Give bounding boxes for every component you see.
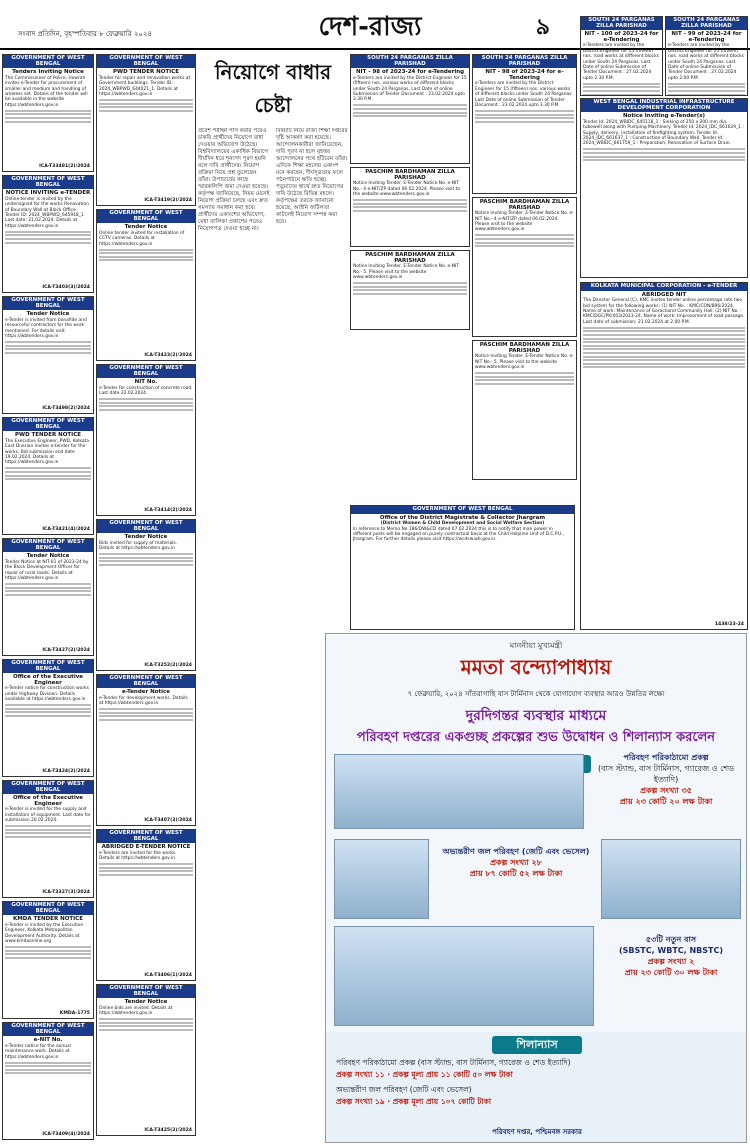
notice-body: Notice Inviting Tender. E-Tender Notice No. e-NIT No.- 4 e-NIT/ZP dated 06.02.2024. Please visit to the website www.wbtenders.gov.in [353,181,461,197]
promo-footer: পরিবহণ দপ্তর, পশ্চিমবঙ্গ সরকার [492,1128,582,1136]
notice-title: PASCHIM BARDHAMAN ZILLA PARISHAD [479,199,570,211]
kmc-tender: KOLKATA MUNICIPAL CORPORATION - e-TENDER ABRIDGED NIT The Director General (C), KMC invites tender online percentage rate two bid system for the following works: (1) NIT No. : KMC/CON/896/2024. Name of work: Maintenance of Gorachand Community Hall. (2) NIT No. : KMC/DGC/PK/403/2023-24. Name of work: Improvement of road passage. Last date of submission: 21.02.2024 at 2.00 P.M. 1438/23-24 [580,282,748,630]
notice-title: Tender Notice [124,534,168,541]
notice-title: Tender Notice [124,224,168,231]
tender-notice [580,16,663,96]
tender-notice [472,340,577,480]
notice-header: GOVERNMENT OF WEST BENGAL [97,210,195,223]
article [198,54,348,574]
bus-terminus-photo [334,754,584,829]
issue-date: সংবাদ প্রতিদিন, বৃহস্পতিবার ৮ ফেব্রুয়ারি ২০২৪ [18,30,153,38]
notice-title: NOTICE INVITING e-TENDER [5,190,91,197]
tender-notice [2,538,94,656]
promo-heading-1: দুরদিগন্তর ব্যবস্থার মাধ্যমে [465,708,607,724]
notice-body: Online tender invited for installation of CCTV cameras. Details at https://wbtenders.gov.in [99,230,185,247]
notice-body: e-Tenders are invited by the District Engineer for 15 (fifteen) nos. various works of different blocks under South 24 Parganas. Last Date of online Submission of Tender Document : 23.02.2024 upto 3.30 P.M. [353,75,467,103]
tender-notice [2,901,94,1019]
tender-notice [2,54,94,172]
second-ads-column [96,54,196,1146]
notice-header: SOUTH 24 PARGANAS ZILLA PARISHAD [351,55,469,68]
promo-subtitle: ৭ ফেব্রুয়ারি, ২০২৪ সাঁতরাগাছি বাস টার্মিনাস থেকে যোগাযোগ ব্যবস্থার আরও উন্নতির লক্ষ্যে [407,690,665,698]
notice-header: GOVERNMENT OF WEST BENGAL [3,176,93,189]
notice-header: GOVERNMENT OF WEST BENGAL [97,520,195,533]
tender-notice [350,54,470,164]
notice-ref: ICA-T3427(2)/2024 [42,648,90,654]
notice-body: e-Tenders are invited by the District Engineer for 15 (fifteen) nos. road works at different blocks under South 24 Parganas. Last Date of online Submission of Tender Document : 27.02.2024 upto 2.30 P.M. [583,43,659,81]
notice-ref: ICA-T3403(3)/2024 [42,285,90,291]
foundation-item-1: পরিবহণ পরিকাঠামো প্রকল্প (বাস স্ট্যান্ড, বাস টার্মিনাস, গ্যারেজ ও শেড ইত্যাদি) প্রকল্প সংখ্যা ১১ · প্রকল্প মূল্য প্রায় ১১ কোটি ৫০ লক্ষ টাকা [336,1058,571,1079]
notice-ref: ICA-T3421(4)/2024 [42,527,90,533]
notice-title: e-Tender Notice [121,689,171,696]
dm-jhargram-notice: GOVERNMENT OF WEST BENGAL Office of the District Magistrate & Collector Jhargram (District Women & Child Development and Social Welfare Section) In reference to Memo No 186/DW&CD dated 07.02.2024 this is to notify that man power in different posts will be engaged on purely contractual basis at the Child Helpline Unit of D.C.P.U., Jhargram. For further details please visit https://wcdsw.wb.gov.in. [350,505,575,630]
tender-notice [350,250,470,330]
notice-title: Tender Notice [124,999,168,1006]
notice-title: ABRIDGED E-TENDER NOTICE [101,844,191,851]
notice-header: GOVERNMENT OF WEST BENGAL [3,55,93,68]
notice-header: GOVERNMENT OF WEST BENGAL [3,418,93,431]
notice-header: GOVERNMENT OF WEST BENGAL [3,297,93,310]
notice-ref: ICA-T3406(1)/2024 [144,973,192,979]
tender-notice [96,519,196,671]
notice-title: NIT - 99 of 2023-24 for e-Tendering [671,31,742,43]
notice-body: e-Tender is invited for the supply and installation of equipment. Last date for submission 20.02.2024. [5,807,91,824]
tender-notice [472,197,577,337]
notice-ref: ICA-T3414(2)/2024 [144,508,192,514]
notice-ref: ICA-T3425(2)/2024 [144,1128,192,1134]
notice-body: e-Tender is invited by the Executive Engineer, Kolkata Metropolitan Development Authority. Details at www.kmdaonline.org [5,922,84,944]
notice-title: Tenders Inviting Notice [12,69,84,76]
notice-body: Tender Notice at NIT-01 of 2023-24 by the Block Development Officer for repair of rural roads. Details at https://wbtenders.gov.in [5,559,89,581]
tender-notice [2,780,94,898]
notice-header: GOVERNMENT OF WEST BENGAL [3,660,93,673]
tender-notice [665,16,748,96]
notice-body: e-Tenders are invited by the District Engineer for 15 (fifteen) nos. road works at different blocks under South 24 Parganas. Last Date of online Submission of Tender Document : 27.02.2024 upto 2.00 P.M. [668,43,744,81]
wbiidc-notice: WEST BENGAL INDUSTRIAL INFRASTRUCTURE DEVELOPMENT CORPORATION Notice Inviting e-Tender(s) Tender Id. 2024_WBIDC_645118_1 : Sinking of 250 x 200 mm dia. tubewell along with Pumping Machinery. Tender Id. 2024_IDC_661629_1 : Supply, delivery, installation of firefighting system. Tender Id. 2024_IDC_661637_1 : Construction of Boundary Wall. Tender Id. 2024_WBIDC_661759_1 : Preparation, Renovation of Surface Drain. [580,98,748,278]
notice-ref: KMDA-1775 [59,1011,90,1017]
notice-title: PASCHIM BARDHAMAN ZILLA PARISHAD [479,342,570,354]
promo-honorific: মাননীয়া মুখ্যমন্ত্রী [509,641,563,650]
notice-ref: ICA-T3252(2)/2024 [144,663,192,669]
notice-body: Online tender is invited by the undersigned for the works Renovation of Boundary Wall at Block Office. Tender ID: 2024_WBPWD_645918_1. Last date: 21.02.2024. Details at https://wbtenders.gov.in [5,196,89,229]
article-body: প্রবেশ পরীক্ষা পাস করার পরেও চাকরি প্রার্থীদের নিয়োগে বাধা দেওয়ার অভিযোগ উঠেছে। বিশ্ববিদ্যালয়ের একাধিক বিভাগে দীর্ঘদিন ধরে শূন্যপদ পূরণ হয়নি বলে দাবি প্রার্থীদের। নিয়োগ প্রক্রিয়া নিয়ে প্রশ্ন তুলেছেন তাঁরা। উপাচার্যের কাছে স্মারকলিপি জমা দেওয়া হয়েছে। কর্তৃপক্ষ জানিয়েছে, নিয়ম মেনেই নিয়োগ প্রক্রিয়া চলছে এবং দ্রুত সমস্যার সমাধান করা হবে। প্রার্থীদের একাংশের অভিযোগ, মেধা তালিকা প্রকাশের পরেও নিয়োগপত্র দেওয়া হচ্ছে না। বিষয়টি নিয়ে রাজ্য শিক্ষা দপ্তরের দৃষ্টি আকর্ষণ করা হয়েছে। আন্দোলনকারীরা জানিয়েছেন, দাবি পূরণ না হলে বৃহত্তর আন্দোলনের পথে হাঁটবেন তাঁরা। এদিকে শিক্ষা মহলের একাংশ মনে করছেন, দীর্ঘসূত্রতার ফলে পঠনপাঠনে ক্ষতি হচ্ছে। পড়ুয়াদের স্বার্থে দ্রুত নিয়োগের দাবি উঠেছে বিভিন্ন মহলে। কর্তৃপক্ষের তরফে জানানো হয়েছে, আইনি জটিলতা কাটলেই নিয়োগ সম্পন্ন করা হবে। [198,128,348,232]
notice-body: Notice Inviting Tender. E-Tender Notice No. e-NIT No.- 5. Please visit to the website www.wbtenders.gov.in [475,354,574,370]
notice-body: Bids invited for supply of materials. Details at https://wbtenders.gov.in [99,540,178,552]
tender-notice [96,829,196,981]
notice-title: PASCHIM BARDHAMAN ZILLA PARISHAD [365,252,455,264]
notice-body: Notice Inviting Tender. E-Tender Notice No. e-NIT No.- 5. Please visit to the website www.wbtenders.gov.in [353,264,460,280]
tender-notice [2,659,94,777]
buses-photo [334,926,594,1026]
section-title: দেশ-রাজ্য [318,12,422,42]
notice-header: GOVERNMENT OF WEST BENGAL [97,830,195,843]
notice-title: Tender Notice [26,553,70,560]
tender-notice [350,167,470,247]
notice-ref: ICA-T3423(2)/2024 [144,353,192,359]
foundation-ribbon: শিলান্যাস [492,1036,582,1054]
notice-ref: ICA-T3498(2)/2024 [42,406,90,412]
notice-body: e-Tender notice for construction works under Highway Division. Details available at https://wbtenders.gov.in [5,686,89,703]
tender-notice [2,296,94,414]
notice-body: e-Tender notice for the annual maintenance work. Details at https://wbtenders.gov.in [5,1043,71,1060]
notice-title: NIT - 98 of 2023-24 for e-Tendering [485,69,564,81]
notice-ref: ICA-T3327(3)/2024 [42,890,90,896]
notice-title: e-NIT No. [33,1037,63,1044]
vessel-photo [601,839,741,919]
notice-header: SOUTH 24 PARGANAS ZILLA PARISHAD [666,17,747,30]
notice-title: Office of the Executive Engineer [12,795,84,807]
notice-title: NIT - 98 of 2023-24 for e-Tendering [355,69,465,76]
tender-notice [96,209,196,361]
notice-header: GOVERNMENT OF WEST BENGAL [97,55,195,68]
mid-ads-column [472,54,577,504]
notice-ref: ICA-T33481(2)/2024 [39,164,90,170]
notice-body: Online bids are invited. Details at https://wbtenders.gov.in [99,1005,173,1017]
notice-title: NIT - 100 of 2023-24 for e-Tendering [584,31,659,43]
tender-notice [96,984,196,1136]
notice-header: GOVERNMENT OF WEST BENGAL [97,675,195,688]
tender-notice [2,175,94,293]
notice-ref: ICA-T3407(3)/2024 [144,818,192,824]
left-ads-column [2,54,94,1146]
notice-title: KMDA TENDER NOTICE [13,916,83,923]
notice-title: PWD TENDER NOTICE [14,432,82,439]
foundation-section [326,1032,747,1143]
notice-body: e-Tenders are invited for the works. Details at https://wbtenders.gov.in [99,850,177,862]
right-top-ads [580,16,748,96]
notice-header: GOVERNMENT OF WEST BENGAL [3,781,93,794]
notice-title: NIT No. [134,379,158,386]
notice-body: The Commissioner of Police, Howrah invites e-Tender for procurement of smaller and medium and handling of wireless set. Details of the tender will be available in the website https://wbtenders.gov.in [5,75,88,108]
notice-header: SOUTH 24 PARGANAS ZILLA PARISHAD [581,17,662,30]
notice-title: PASCHIM BARDHAMAN ZILLA PARISHAD [365,169,455,181]
notice-header: GOVERNMENT OF WEST BENGAL [97,365,195,378]
notice-ref: ICA-T3409(4)/2024 [42,1132,90,1138]
tender-notice [2,1022,94,1140]
jetty-photo [334,839,429,919]
notice-header: GOVERNMENT OF WEST BENGAL [3,902,93,915]
notice-header: GOVERNMENT OF WEST BENGAL [3,1023,93,1036]
promo-name: মমতা বন্দ্যোপাধ্যায় [460,655,612,679]
notice-title: Office of the Executive Engineer [12,674,84,686]
tender-notice [96,364,196,516]
promo-box-1: পরিবহণ পরিকাঠামো প্রকল্প (বাস স্ট্যান্ড, বাস টার্মিনাস, গ্যারেজ ও শেড ইত্যাদি) প্রকল্প সংখ্যা ৩৫ প্রায় ২৩ কোটি ২০ লক্ষ টাকা [597,753,735,806]
transport-dept-advertisement [325,633,747,1143]
promo-box-3: ৫৩টি নতুন বাস (SBSTC, WBTC, NBSTC) প্রকল্প সংখ্যা ২ প্রায় ২৩ কোটি ৩০ লক্ষ টাকা [618,935,724,977]
notice-body: e-Tender for construction of concrete road. Last date 22.02.2024. [99,385,193,397]
foundation-item-2: অভ্যন্তরীণ জল পরিবহণ (জেটি এবং ভেসেল) প্রকল্প সংখ্যা ১৯ · প্রকল্প মূল্য প্রায় ১০৭ কোটি টাকা [336,1085,492,1106]
tender-notice [2,417,94,535]
tender-notice [472,54,577,194]
tender-notice [96,674,196,826]
notice-ref: ICA-T3419(2)/2024 [144,198,192,204]
notice-body: The Executive Engineer, PWD, Kolkata East Division invites e-tender for the works. Bid submission end date 19.02.2024. Details at https://wbtenders.gov.in [5,438,89,466]
notice-body: e-Tender for development works. Details at https://wbtenders.gov.in [99,695,188,707]
notice-body: e-Tenders are invited by the District Engineer for 15 (fifteen) nos. various works of different blocks under South 24 Parganas. Last Date of online Submission of Tender Document : 23.02.2024 upto 3.30 P.M. [475,81,573,108]
notice-ref: ICA-T3424(2)/2024 [42,769,90,775]
notice-body: Notice Inviting Tender. E-Tender Notice No. e-NIT No.- 4 e-NIT/ZP dated 06.02.2024. Please visit to the website www.wbtenders.gov.in [475,211,574,233]
tender-notice [96,54,196,206]
promo-box-2: অভ্যন্তরীণ জল পরিবহণ (জেটি এবং ভেসেল) প্রকল্প সংখ্যা ২৮ প্রায় ৮৭ কোটি ৫২ লক্ষ টাকা [442,847,590,878]
notice-title: PWD TENDER NOTICE [112,69,180,76]
notice-body: Tender for repair and renovation works at Government buildings. Tender ID: 2024_WBPWD_644021_1. Details at https://wbtenders.gov.in [99,75,191,97]
notice-header: SOUTH 24 PARGANAS ZILLA PARISHAD [473,55,576,68]
page-number: ৯ [535,15,550,40]
promo-heading-2: পরিবহণ দপ্তরের একগুচ্ছ প্রকল্পের শুভ উদ্বোধন ও শিলান্যাস করলেন [356,730,716,745]
notice-title: Tender Notice [26,311,70,318]
notice-body: e-Tender is invited from bonafide and resourceful contractors for the work mentioned. For details visit https://wbtenders.gov.in [5,317,87,339]
notice-header: GOVERNMENT OF WEST BENGAL [97,985,195,998]
notice-header: GOVERNMENT OF WEST BENGAL [3,539,93,552]
article-title: নিয়োগে বাধার চেষ্টা [214,60,332,117]
